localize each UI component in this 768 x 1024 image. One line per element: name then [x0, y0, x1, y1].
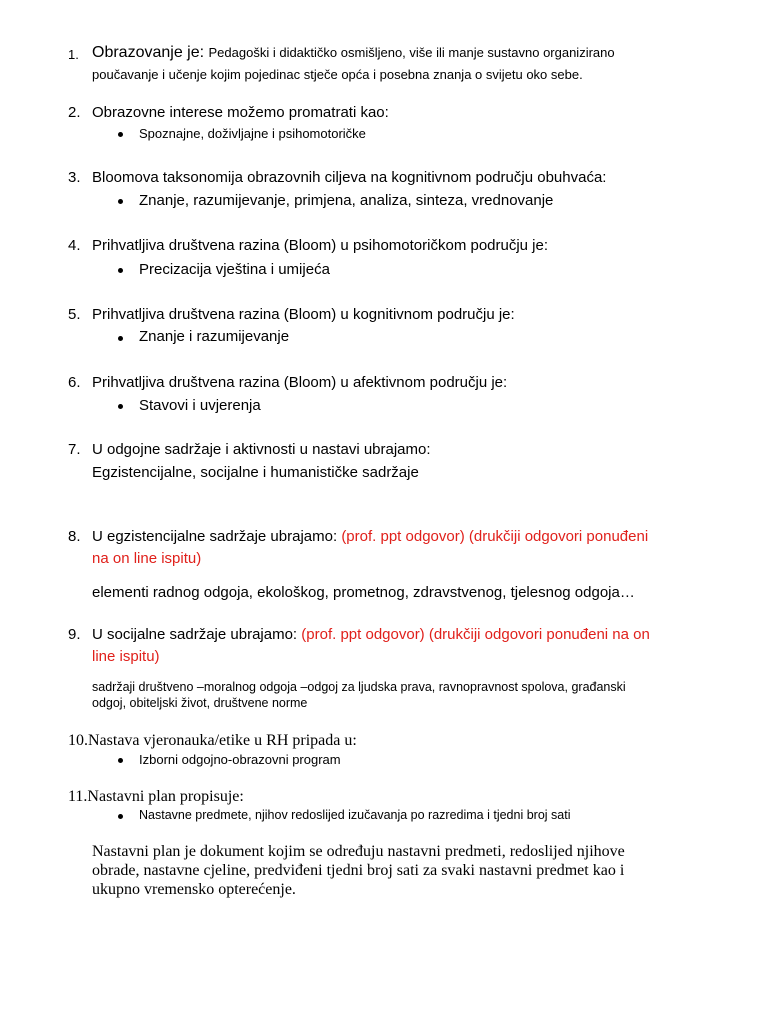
closing-paragraph-line: ukupno vremensko opterećenje.	[92, 881, 296, 898]
item-text: poučavanje i učenje kojim pojedinac stječe opća i posebna znanja o svijetu oko sebe.	[92, 67, 583, 82]
item-number: 8.	[68, 528, 81, 545]
bullet-text: Znanje, razumijevanje, primjena, analiza, sinteza, vrednovanje	[139, 192, 554, 209]
item-11-line	[68, 788, 244, 806]
bullet-icon	[118, 336, 123, 341]
item-text: Pedagoški i didaktičko osmišljeno, više ili manje sustavno organizirano	[208, 45, 615, 60]
item-heading: Nastavni plan propisuje:	[87, 788, 244, 805]
item-heading: U odgojne sadržaje i aktivnosti u nastavi ubrajamo:	[92, 441, 431, 458]
item-number: 6.	[68, 374, 81, 391]
item-number: 1.	[68, 47, 79, 62]
item-text: Egzistencijalne, socijalne i humanističke sadržaje	[92, 464, 419, 481]
closing-paragraph-line: Nastavni plan je dokument kojim se određuju nastavni predmeti, redoslijed njihove	[92, 843, 625, 860]
answer-text: sadržaji društveno –moralnog odgoja –odgoj za ljudska prava, ravnopravnost spolova, građanski	[92, 680, 626, 694]
red-note: (prof. ppt odgovor) (drukčiji odgovori ponuđeni na on	[301, 626, 650, 643]
bullet-text: Spoznajne, doživljajne i psihomotoričke	[139, 126, 366, 141]
bullet-icon	[118, 404, 123, 409]
item-heading: Obrazovanje je:	[92, 44, 205, 61]
bullet-icon	[118, 132, 123, 137]
bullet-text: Znanje i razumijevanje	[139, 328, 290, 345]
bullet-icon	[118, 758, 123, 763]
item-heading: U egzistencijalne sadržaje ubrajamo:	[92, 528, 338, 545]
answer-text: elementi radnog odgoja, ekološkog, prometnog, zdravstvenog, tjelesnog odgoja…	[92, 584, 635, 601]
item-number: 5.	[68, 306, 81, 323]
bullet-icon	[118, 814, 123, 819]
closing-paragraph-line: obrade, nastavne cjeline, predviđeni tjedni broj sati za svaki nastavni predmet kao i	[92, 862, 625, 879]
item-1-line1	[92, 44, 615, 62]
bullet-icon	[118, 199, 123, 204]
item-8-line1	[92, 528, 648, 545]
item-heading: Obrazovne interese možemo promatrati kao:	[92, 104, 389, 121]
answer-text: odgoj, obiteljski život, društvene norme	[92, 696, 308, 710]
bullet-text: Stavovi i uvjerenja	[139, 397, 261, 414]
item-number: 3.	[68, 169, 81, 186]
item-number: 9.	[68, 626, 81, 643]
item-number: 11.	[68, 788, 88, 805]
red-note: na on line ispitu)	[92, 550, 202, 567]
red-note: line ispitu)	[92, 648, 160, 665]
item-9-line1	[92, 626, 650, 643]
red-note: (prof. ppt odgovor) (drukčiji odgovori ponuđeni	[341, 528, 649, 545]
item-10-line	[68, 732, 357, 750]
bullet-icon	[118, 268, 123, 273]
item-heading: Prihvatljiva društvena razina (Bloom) u kognitivnom području je:	[92, 306, 515, 323]
item-heading: Nastava vjeronauka/etike u RH pripada u:	[88, 732, 357, 749]
item-heading: U socijalne sadržaje ubrajamo:	[92, 626, 298, 643]
item-heading: Prihvatljiva društvena razina (Bloom) u psihomotoričkom području je:	[92, 237, 549, 254]
item-heading: Prihvatljiva društvena razina (Bloom) u afektivnom području je:	[92, 374, 508, 391]
bullet-text: Precizacija vještina i umijeća	[139, 261, 330, 278]
item-number: 10.	[68, 732, 88, 749]
item-number: 7.	[68, 441, 81, 458]
item-heading: Bloomova taksonomija obrazovnih ciljeva na kognitivnom području obuhvaća:	[92, 169, 607, 186]
bullet-text: Nastavne predmete, njihov redoslijed izučavanja po razredima i tjedni broj sati	[139, 808, 571, 822]
item-number: 4.	[68, 237, 81, 254]
bullet-text: Izborni odgojno-obrazovni program	[139, 752, 341, 767]
item-number: 2.	[68, 104, 81, 121]
